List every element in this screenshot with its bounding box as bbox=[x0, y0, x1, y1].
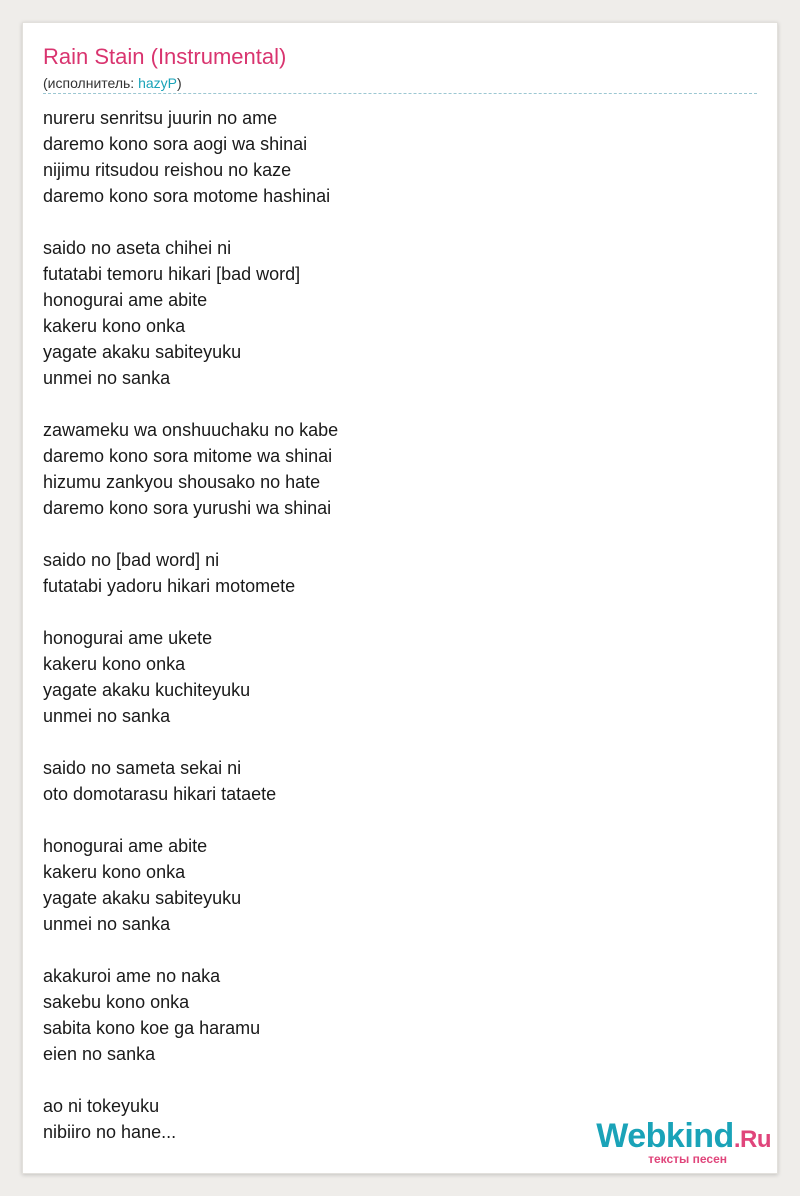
lyric-line: daremo kono sora mitome wa shinai bbox=[43, 446, 333, 466]
title-divider bbox=[43, 93, 757, 94]
stanza-break bbox=[43, 209, 338, 235]
lyric-line: hizumu zankyou shousako no hate bbox=[43, 472, 321, 492]
stanza-break bbox=[43, 729, 338, 755]
lyric-line: kakeru kono onka bbox=[43, 654, 186, 674]
site-logo[interactable] bbox=[596, 1119, 771, 1165]
stanza-break bbox=[43, 521, 338, 547]
lyric-line: yagate akaku sabiteyuku bbox=[43, 888, 242, 908]
lyric-line: nijimu ritsudou reishou no kaze bbox=[43, 160, 292, 180]
lyrics-card bbox=[22, 22, 778, 1174]
lyric-line: saido no [bad word] ni bbox=[43, 550, 220, 570]
lyric-line: yagate akaku sabiteyuku bbox=[43, 342, 242, 362]
logo-tagline: тексты песен bbox=[648, 1152, 727, 1166]
lyric-line: honogurai ame abite bbox=[43, 290, 208, 310]
stanza-break bbox=[43, 599, 338, 625]
lyrics-text bbox=[43, 105, 338, 1145]
artist-line bbox=[43, 74, 182, 92]
lyric-line: unmei no sanka bbox=[43, 706, 171, 726]
lyric-line: zawameku wa onshuuchaku no kabe bbox=[43, 420, 339, 440]
logo-tld: .Ru bbox=[733, 1126, 771, 1153]
song-title: Rain Stain (Instrumental) bbox=[43, 44, 287, 69]
stanza-break bbox=[43, 807, 338, 833]
logo-name: Webkind bbox=[596, 1117, 734, 1155]
artist-link[interactable]: hazyP bbox=[138, 75, 178, 91]
lyric-line: unmei no sanka bbox=[43, 368, 171, 388]
lyric-line: daremo kono sora aogi wa shinai bbox=[43, 134, 308, 154]
lyric-line: akakuroi ame no naka bbox=[43, 966, 221, 986]
artist-prefix: (исполнитель: bbox=[43, 75, 139, 91]
lyric-line: sakebu kono onka bbox=[43, 992, 190, 1012]
lyric-line: honogurai ame ukete bbox=[43, 628, 213, 648]
stanza-break bbox=[43, 391, 338, 417]
lyric-line: daremo kono sora yurushi wa shinai bbox=[43, 498, 332, 518]
stanza-break bbox=[43, 937, 338, 963]
stanza-break bbox=[43, 1067, 338, 1093]
lyric-line: sabita kono koe ga haramu bbox=[43, 1018, 261, 1038]
lyric-line: eien no sanka bbox=[43, 1044, 156, 1064]
lyric-line: futatabi temoru hikari [bad word] bbox=[43, 264, 301, 284]
lyric-line: saido no aseta chihei ni bbox=[43, 238, 232, 258]
lyric-line: oto domotarasu hikari tataete bbox=[43, 784, 277, 804]
artist-suffix: ) bbox=[177, 75, 182, 91]
lyric-line: kakeru kono onka bbox=[43, 316, 186, 336]
lyric-line: honogurai ame abite bbox=[43, 836, 208, 856]
lyric-line: nibiiro no hane... bbox=[43, 1122, 177, 1142]
lyric-line: ao ni tokeyuku bbox=[43, 1096, 160, 1116]
lyric-line: saido no sameta sekai ni bbox=[43, 758, 242, 778]
lyric-line: yagate akaku kuchiteyuku bbox=[43, 680, 251, 700]
lyric-line: unmei no sanka bbox=[43, 914, 171, 934]
lyric-line: nureru senritsu juurin no ame bbox=[43, 108, 278, 128]
lyric-line: futatabi yadoru hikari motomete bbox=[43, 576, 296, 596]
lyric-line: daremo kono sora motome hashinai bbox=[43, 186, 331, 206]
lyric-line: kakeru kono onka bbox=[43, 862, 186, 882]
